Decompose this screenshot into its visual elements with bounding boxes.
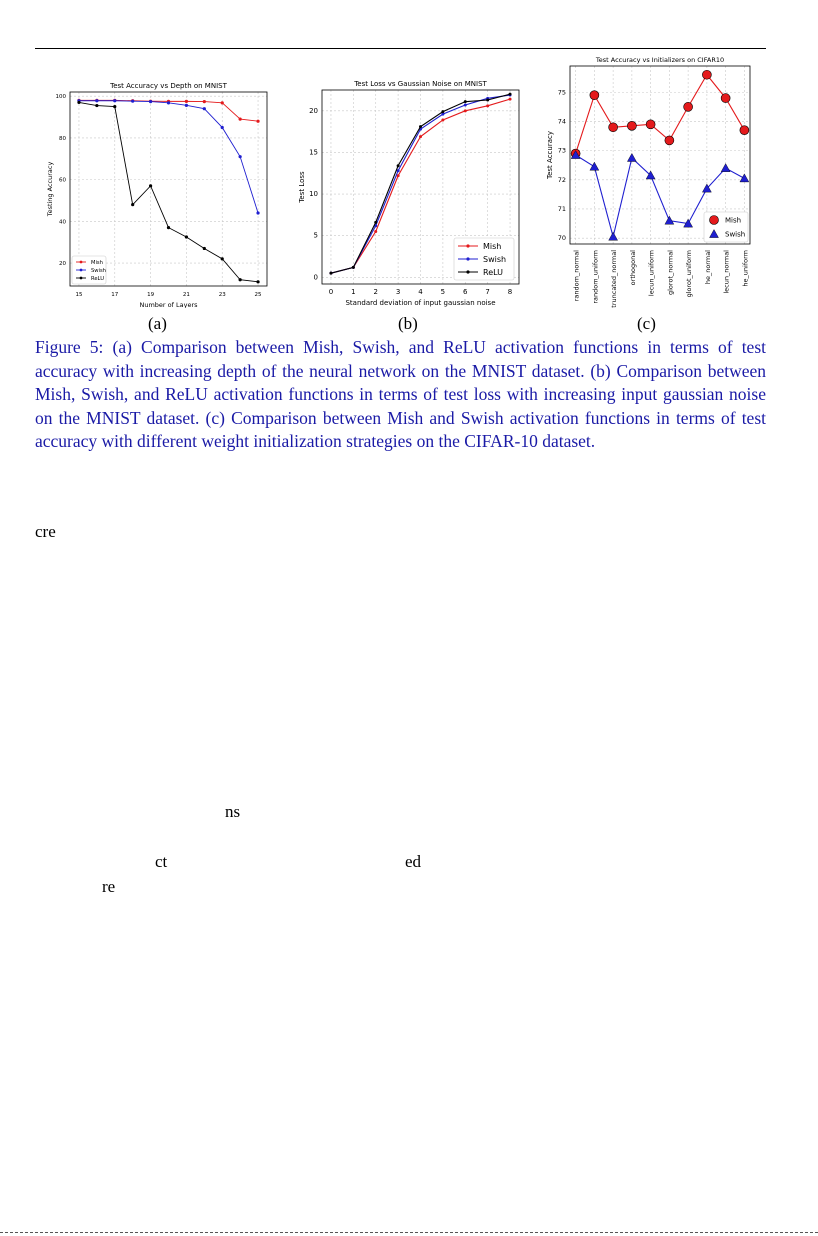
page-bottom-border: [0, 1232, 818, 1233]
data-point-swish: [590, 162, 599, 170]
y-axis-label: Test Loss: [298, 171, 306, 203]
data-point-swish: [256, 211, 259, 214]
legend-label: Swish: [91, 267, 106, 274]
x-tick-label: lecun_normal: [722, 250, 731, 294]
text-fragment: re: [102, 877, 116, 896]
chart-noise-loss: [292, 76, 525, 308]
subfigure-label-b: (b): [398, 314, 418, 333]
x-tick-label: 3: [395, 288, 401, 296]
x-tick-label: 2: [373, 288, 378, 296]
legend-marker: [80, 261, 83, 264]
legend-marker: [80, 277, 83, 280]
data-point-swish: [740, 174, 749, 182]
legend-label: Mish: [725, 216, 742, 225]
legend-label: Swish: [483, 254, 507, 264]
data-point-mish: [374, 230, 377, 233]
data-point-relu: [374, 221, 377, 224]
x-tick-label: glorot_uniform: [685, 250, 694, 298]
y-tick-label: 20: [59, 261, 66, 268]
data-point-relu: [419, 125, 422, 128]
data-point-swish: [203, 107, 206, 110]
subfigure-label-a: (a): [148, 314, 167, 333]
x-tick-label: 19: [147, 292, 155, 298]
x-tick-label: 23: [218, 292, 226, 298]
data-point-mish: [684, 102, 693, 111]
data-point-relu: [239, 278, 242, 281]
y-tick-label: 60: [59, 177, 66, 184]
data-point-mish: [239, 118, 242, 121]
legend-label: ReLU: [91, 275, 104, 282]
y-tick-label: 73: [557, 146, 566, 155]
legend-marker: [466, 257, 469, 260]
data-point-mish: [665, 136, 674, 145]
x-axis-label: Number of Layers: [139, 301, 198, 308]
data-point-relu: [221, 257, 224, 260]
data-point-relu: [131, 203, 134, 206]
data-point-swish: [665, 216, 674, 224]
figure-caption: Figure 5: (a) Comparison between Mish, Swish, and ReLU activation functions in terms of test accuracy with increasing depth of the neural network on the MNIST dataset. (b) Comparison between Mish, Swish, and ReLU activation functions in terms of test loss with increasing input gaussian noise on the MNIST dataset. (c) Comparison between Mish and Swish activation functions in terms of test accuracy with different weight initialization strategies on the CIFAR-10 dataset.: [35, 337, 766, 451]
y-tick-label: 20: [309, 106, 318, 115]
legend-marker: [710, 216, 719, 225]
data-point-mish: [627, 121, 636, 130]
x-tick-label: lecun_uniform: [647, 250, 656, 297]
series-line-mish: [576, 75, 745, 154]
y-tick-label: 72: [557, 175, 566, 184]
x-tick-label: 0: [328, 288, 334, 296]
chart-title: Test Accuracy vs Depth on MNIST: [110, 82, 227, 90]
series-line-swish: [79, 101, 258, 213]
data-point-mish: [221, 101, 224, 104]
data-point-swish: [221, 126, 224, 129]
y-tick-label: 5: [313, 231, 318, 240]
data-point-relu: [149, 184, 152, 187]
data-point-swish: [464, 103, 467, 106]
x-tick-label: 6: [463, 288, 468, 296]
data-point-swish: [149, 100, 152, 103]
data-point-mish: [441, 118, 444, 121]
data-point-mish: [646, 120, 655, 129]
subfigure-label-c: (c): [637, 314, 656, 333]
y-axis-label: Test Accuracy: [546, 131, 554, 179]
text-fragment: ed: [405, 852, 422, 871]
x-tick-label: random_normal: [572, 250, 581, 302]
legend-marker: [466, 270, 469, 273]
x-tick-label: 7: [485, 288, 490, 296]
data-point-mish: [609, 123, 618, 132]
text-fragment: ns: [225, 802, 241, 821]
x-tick-label: he_normal: [703, 250, 712, 285]
y-tick-label: 70: [557, 234, 566, 243]
data-point-mish: [256, 120, 259, 123]
data-point-relu: [167, 226, 170, 229]
data-point-swish: [239, 155, 242, 158]
data-point-relu: [95, 104, 98, 107]
x-tick-label: 17: [111, 292, 119, 298]
y-tick-label: 0: [313, 273, 318, 282]
data-point-mish: [590, 91, 599, 100]
x-tick-label: 1: [351, 288, 356, 296]
y-axis-label: Testing Accuracy: [46, 161, 54, 217]
data-point-swish: [95, 99, 98, 102]
data-point-swish: [627, 153, 636, 161]
data-point-swish: [113, 99, 116, 102]
legend-label: Mish: [483, 241, 502, 251]
y-tick-label: 15: [309, 148, 318, 157]
series-line-relu: [79, 102, 258, 281]
chart-depth-accuracy: [40, 78, 275, 308]
data-point-mish: [464, 109, 467, 112]
header-rule: [35, 48, 766, 49]
data-point-mish: [419, 135, 422, 138]
data-point-relu: [203, 247, 206, 250]
data-point-mish: [740, 126, 749, 135]
data-point-swish: [609, 232, 618, 240]
x-tick-label: 5: [440, 288, 446, 296]
data-point-swish: [721, 164, 730, 172]
legend-label: ReLU: [483, 267, 504, 277]
y-tick-label: 74: [557, 117, 566, 126]
chart-title: Test Loss vs Gaussian Noise on MNIST: [354, 80, 487, 88]
x-tick-label: 4: [418, 288, 423, 296]
legend-label: Swish: [725, 230, 746, 239]
data-point-swish: [167, 101, 170, 104]
y-tick-label: 100: [55, 94, 66, 101]
data-point-relu: [441, 110, 444, 113]
x-tick-label: random_uniform: [591, 250, 600, 304]
chart-initializer-accuracy: [540, 56, 760, 316]
x-tick-label: he_uniform: [741, 250, 750, 287]
y-tick-label: 80: [59, 135, 66, 142]
data-point-mish: [185, 100, 188, 103]
data-point-mish: [486, 104, 489, 107]
data-point-relu: [77, 101, 80, 104]
x-tick-label: glorot_normal: [666, 250, 675, 295]
x-tick-label: orthogonal: [628, 250, 637, 286]
data-point-relu: [113, 105, 116, 108]
data-point-swish: [185, 104, 188, 107]
data-point-mish: [702, 70, 711, 79]
text-fragment: cre: [35, 522, 56, 541]
data-point-relu: [509, 93, 512, 96]
x-axis-label: Standard deviation of input gaussian noise: [345, 299, 496, 307]
data-point-mish: [203, 100, 206, 103]
chart-title: Test Accuracy vs Initializers on CIFAR10: [595, 56, 725, 64]
data-point-swish: [131, 100, 134, 103]
data-point-relu: [256, 280, 259, 283]
data-point-relu: [329, 272, 332, 275]
x-tick-label: 15: [75, 292, 83, 298]
data-point-mish: [721, 94, 730, 103]
legend-marker: [466, 244, 469, 247]
y-tick-label: 75: [557, 88, 566, 97]
y-tick-label: 71: [557, 204, 566, 213]
x-tick-label: 25: [254, 292, 262, 298]
legend-label: Mish: [91, 259, 103, 266]
data-point-relu: [486, 98, 489, 101]
y-tick-label: 10: [309, 190, 318, 199]
data-point-relu: [464, 100, 467, 103]
x-tick-label: 21: [182, 292, 190, 298]
y-tick-label: 40: [59, 219, 66, 226]
x-tick-label: 8: [507, 288, 513, 296]
data-point-relu: [185, 235, 188, 238]
x-tick-label: truncated_normal: [610, 250, 619, 308]
text-fragment: ct: [155, 852, 168, 871]
legend-marker: [80, 269, 83, 272]
data-point-mish: [509, 98, 512, 101]
data-point-relu: [352, 266, 355, 269]
data-point-relu: [397, 164, 400, 167]
